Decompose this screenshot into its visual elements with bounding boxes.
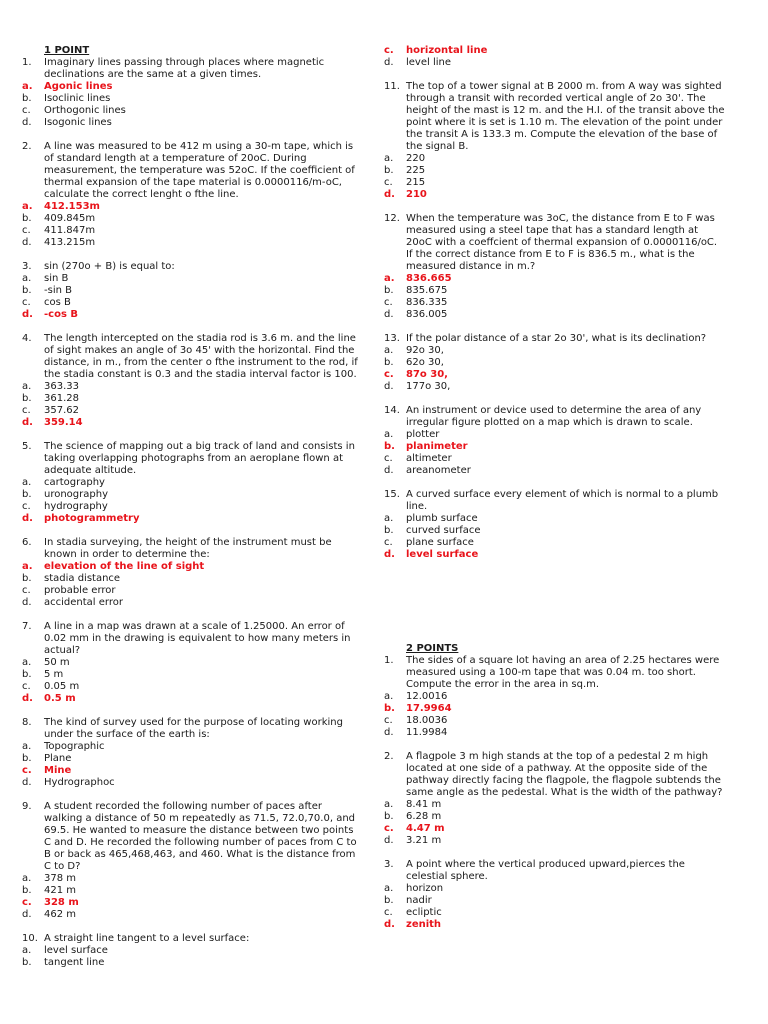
question-block [384,859,726,931]
option-text: horizontal line [406,45,488,56]
option-letter: d. [22,777,32,788]
option-text: Isogonic lines [44,117,112,128]
option [22,885,362,897]
option-text: zenith [406,919,442,930]
option-text: 328 m [44,897,79,908]
question-stem [384,81,726,153]
question-stem [384,751,726,799]
option-text: 412.153m [44,201,100,212]
question-number: 7. [22,621,32,632]
option [384,453,726,465]
option-letter: d. [384,189,395,200]
question-stem [22,333,362,381]
option-text: cartography [44,477,105,488]
option-letter: b. [22,213,32,224]
option-text: curved surface [406,525,481,536]
question-block [22,537,362,609]
option [22,93,362,105]
option-text: 836.335 [406,297,448,308]
option [384,357,726,369]
option-text: -sin B [44,285,72,296]
answer-option [22,201,362,213]
option-text: 0.5 m [44,693,76,704]
option-letter: c. [384,297,393,308]
option [384,513,726,525]
option [384,465,726,477]
option [384,57,726,69]
question-number: 13. [384,333,400,344]
option-text: tangent line [44,957,105,968]
section-heading-1-point: 1 POINT [44,45,90,56]
option-letter: b. [384,895,394,906]
answer-option [384,441,726,453]
question-block [22,621,362,705]
option-letter: c. [22,105,31,116]
answer-option [384,823,726,835]
option-letter: b. [22,957,32,968]
option [22,501,362,513]
option-text: probable error [44,585,116,596]
option-letter: b. [22,93,32,104]
option-letter: d. [22,309,33,320]
option-text: hydrography [44,501,108,512]
option [22,117,362,129]
option-letter: c. [384,369,394,380]
question-number: 1. [22,57,32,68]
option-letter: d. [22,513,33,524]
option-text: 835.675 [406,285,448,296]
right-question-list [384,81,726,561]
answer-option [384,45,726,57]
question-block [384,489,726,561]
option-text: 4.47 m [406,823,445,834]
option-text: 92o 30, [406,345,444,356]
option-letter: c. [22,585,31,596]
question-block [22,933,362,969]
option [384,297,726,309]
option-letter: b. [384,525,394,536]
question-text: A line in a map was drawn at a scale of 1.25000. An error of 0.02 mm in the drawing is equivalent to how many meters in actual? [44,621,351,656]
option-text: stadia distance [44,573,121,584]
option-text: 17.9964 [406,703,452,714]
option-letter: a. [22,81,33,92]
question-stem [22,441,362,477]
option-letter: c. [22,225,31,236]
question-text: Imaginary lines passing through places where magnetic declinations are the same at a given times. [44,57,325,80]
question-text: When the temperature was 3oC, the distance from E to F was measured using a steel tape that has a standard length at 20oC with a coeffcient of thermal expansion of 0.0000116/oC. If the correct distance from E to F is 836.5 m., what is the measured distance in m.? [406,213,718,272]
question-block [384,333,726,393]
option [384,345,726,357]
option-letter: a. [22,273,32,284]
option [384,799,726,811]
option-letter: c. [22,405,31,416]
option [384,883,726,895]
question-text: A straight line tangent to a level surface: [44,933,250,944]
answer-option [384,703,726,715]
question-block [22,717,362,789]
option-text: 215 [406,177,426,188]
option-letter: d. [384,309,394,320]
option-letter: a. [384,799,394,810]
question-text: The sides of a square lot having an area of 2.25 hectares were measured using a 100-m tape that was 0.04 m. too short. Compute the error in the area in sq.m. [406,655,720,690]
option-letter: c. [384,453,393,464]
answer-option [384,919,726,931]
question-stem [384,333,726,345]
option [22,225,362,237]
option-text: plotter [406,429,440,440]
option [22,213,362,225]
option-text: 210 [406,189,427,200]
question-stem [22,537,362,561]
option [384,177,726,189]
option-letter: c. [22,765,32,776]
option-letter: a. [22,741,32,752]
question-block [384,405,726,477]
option [22,381,362,393]
question-text: A point where the vertical produced upward,pierces the celestial sphere. [406,859,685,882]
option [22,237,362,249]
question-block [22,441,362,525]
option-text: 409.845m [44,213,96,224]
option-text: 6.28 m [406,811,442,822]
option-text: 5 m [44,669,64,680]
option [22,489,362,501]
option-text: level line [406,57,452,68]
question-number: 5. [22,441,32,452]
option [22,657,362,669]
option [22,405,362,417]
question-stem [22,717,362,741]
section-heading-2-points: 2 POINTS [406,643,459,654]
option-letter: b. [384,811,394,822]
question-stem [384,859,726,883]
option-letter: d. [22,909,32,920]
question-block [384,655,726,739]
option-text: elevation of the line of sight [44,561,205,572]
question-number: 10. [22,933,38,944]
option-letter: d. [22,117,32,128]
question-stem [384,489,726,513]
option-letter: c. [22,297,31,308]
option-text: nadir [406,895,432,906]
option-text: Mine [44,765,72,776]
option-text: sin B [44,273,69,284]
option-text: 3.21 m [406,835,442,846]
question-block [384,751,726,847]
option-text: level surface [406,549,479,560]
option [22,957,362,969]
question-number: 3. [384,859,394,870]
option-letter: d. [384,57,394,68]
two-point-question-list [384,655,726,931]
section-gap [384,561,726,643]
answer-option [22,897,362,909]
option-letter: b. [22,573,32,584]
option [384,691,726,703]
answer-option [384,273,726,285]
question-text: A line was measured to be 412 m using a 30-m tape, which is of standard length at a temperature of 20oC. During measurement, the temperature was 52oC. If the coefficient of thermal expansion of the tape material is 0.0000116/m-oC, calculate the correct lenght o fthe line. [44,141,355,200]
option-letter: a. [384,345,394,356]
option-text: Topographic [44,741,105,752]
left-question-list [22,57,362,969]
right-column [384,45,726,931]
option-letter: c. [384,45,394,56]
option [22,105,362,117]
question-block [22,333,362,429]
option-letter: b. [384,703,395,714]
answer-option [384,189,726,201]
option-text: areanometer [406,465,471,476]
question-block [22,261,362,321]
option-text: uronography [44,489,108,500]
option-letter: a. [22,201,33,212]
option [22,945,362,957]
answer-option [22,561,362,573]
option-letter: a. [384,153,394,164]
option-letter: b. [22,669,32,680]
option-text: 836.005 [406,309,448,320]
option [22,585,362,597]
question-stem [22,261,362,273]
question-text: A flagpole 3 m high stands at the top of a pedestal 2 m high located at one side of a pathway. At the opposite side of the pathway directly facing the flagpole, the flagpole subtends the same angle as the pedestal. What is the width of the pathway? [406,751,723,798]
question-number: 15. [384,489,400,500]
question-stem [384,213,726,273]
question-text: The kind of survey used for the purpose of locating working under the surface of the earth is: [44,717,343,740]
option-text: photogrammetry [44,513,140,524]
question-number: 4. [22,333,32,344]
option-text: 18.0036 [406,715,448,726]
option-text: accidental error [44,597,123,608]
option [22,777,362,789]
answer-option [384,369,726,381]
question-text: If the polar distance of a star 2o 30', what is its declination? [406,333,707,344]
option-letter: c. [22,897,32,908]
option-letter: d. [22,417,33,428]
option [22,393,362,405]
option-text: 413.215m [44,237,96,248]
question-number: 12. [384,213,400,224]
option [384,907,726,919]
option-text: 363.33 [44,381,79,392]
question-number: 8. [22,717,32,728]
option-letter: a. [22,873,32,884]
option [384,165,726,177]
option-text: ecliptic [406,907,442,918]
option-letter: a. [22,945,32,956]
option [22,597,362,609]
option [384,811,726,823]
question-text: An instrument or device used to determine the area of any irregular figure plotted on a map which is drawn to scale. [406,405,702,428]
question-number: 1. [384,655,394,666]
option-text: 62o 30, [406,357,444,368]
option-letter: b. [22,753,32,764]
question-text: A student recorded the following number of paces after walking a distance of 50 m repeatedly as 71.5, 72.0,70.0, and 69.5. He wanted to measure the distance between two points C and D. He recorded the following number of paces from C to B or back as 465,468,463, and 460. What is the distance from C to D? [44,801,357,872]
option-text: Hydrographoc [44,777,115,788]
left-column [22,45,362,969]
option-text: 87o 30, [406,369,448,380]
option-letter: c. [22,681,31,692]
option-letter: b. [22,489,32,500]
option-letter: d. [22,597,32,608]
option-letter: a. [22,381,32,392]
answer-option [22,693,362,705]
option-text: 0.05 m [44,681,80,692]
option [22,873,362,885]
option-letter: b. [384,441,395,452]
option-letter: b. [22,393,32,404]
option [22,669,362,681]
question-text: A curved surface every element of which is normal to a plumb line. [406,489,719,512]
option [384,153,726,165]
option [384,381,726,393]
option-letter: c. [384,907,393,918]
option-text: 359.14 [44,417,83,428]
option-text: 421 m [44,885,77,896]
question-block [22,801,362,921]
question-stem [22,933,362,945]
option-letter: b. [384,165,394,176]
option [384,525,726,537]
option-text: 11.9984 [406,727,448,738]
question-block [22,141,362,249]
option-letter: b. [22,885,32,896]
option-letter: d. [22,237,32,248]
option-text: planimeter [406,441,468,452]
answer-option [22,81,362,93]
question-stem [384,405,726,429]
option-text: 836.665 [406,273,452,284]
option-letter: b. [22,285,32,296]
option-text: level surface [44,945,108,956]
option-letter: c. [22,501,31,512]
option-letter: d. [384,381,394,392]
option-letter: a. [22,561,33,572]
question-number: 2. [22,141,32,152]
option [384,715,726,727]
question-number: 9. [22,801,32,812]
question-number: 2. [384,751,394,762]
option-text: 220 [406,153,426,164]
question-number: 6. [22,537,32,548]
option-text: 462 m [44,909,77,920]
option-text: 225 [406,165,426,176]
option [384,727,726,739]
option-letter: b. [384,357,394,368]
option-text: 361.28 [44,393,79,404]
option-letter: d. [22,693,33,704]
answer-option [22,417,362,429]
question-number: 14. [384,405,400,416]
option [22,741,362,753]
question-text: In stadia surveying, the height of the instrument must be known in order to determine the: [44,537,332,560]
question-text: The top of a tower signal at B 2000 m. from A way was sighted through a transit with recorded vertical angle of 2o 30'. The height of the mast is 12 m. and the H.I. of the transit above the point where it is set is 1.10 m. The elevation of the point under the transit A is 133.3 m. Compute the elevation of the base of the signal B. [406,81,725,152]
option-text: -cos B [44,309,79,320]
option-text: 378 m [44,873,77,884]
option-letter: a. [384,513,394,524]
option [384,835,726,847]
option-text: Plane [44,753,72,764]
option [22,297,362,309]
answer-option [384,549,726,561]
option-letter: b. [384,285,394,296]
question-number: 11. [384,81,400,92]
option-letter: a. [384,273,395,284]
option-letter: c. [384,715,393,726]
question-stem [384,655,726,691]
option [22,681,362,693]
option-text: 177o 30, [406,381,451,392]
question-text: The length intercepted on the stadia rod is 3.6 m. and the line of sight makes an angle of 3o 45' with the horizontal. Find the distance, in m., from the center o fthe instrument to the rod, if the stadia constant is 0.3 and the stadia interval factor is 100. [44,333,358,380]
option-letter: a. [384,429,394,440]
option-letter: c. [384,537,393,548]
option-text: altimeter [406,453,452,464]
option-text: Agonic lines [44,81,113,92]
option-text: plumb surface [406,513,478,524]
option-text: horizon [406,883,444,894]
continued-options [384,45,726,69]
question-number: 3. [22,261,32,272]
option-letter: a. [384,883,394,894]
option-text: Isoclinic lines [44,93,111,104]
option-text: plane surface [406,537,474,548]
option [22,477,362,489]
option-letter: a. [22,657,32,668]
answer-option [22,309,362,321]
option [22,285,362,297]
option-letter: c. [384,823,394,834]
option-letter: d. [384,465,394,476]
option [384,309,726,321]
option-letter: d. [384,727,394,738]
option [22,573,362,585]
question-text: The science of mapping out a big track of land and consists in taking overlapping photographs from an aeroplane flown at adequate altitude. [44,441,355,476]
option [22,909,362,921]
question-stem [22,621,362,657]
option-text: 12.0016 [406,691,448,702]
question-text: sin (270o + B) is equal to: [44,261,175,272]
option-letter: d. [384,835,394,846]
option [384,537,726,549]
question-stem [22,57,362,81]
option-letter: c. [384,177,393,188]
option-letter: a. [22,477,32,488]
option-text: 50 m [44,657,70,668]
question-block [384,213,726,321]
question-block [384,81,726,201]
question-block [22,57,362,129]
question-stem [22,801,362,873]
option [384,429,726,441]
option-text: cos B [44,297,71,308]
option-text: 8.41 m [406,799,442,810]
answer-option [22,765,362,777]
option-letter: d. [384,549,395,560]
option-text: 411.847m [44,225,96,236]
option [22,753,362,765]
question-stem [22,141,362,201]
option-text: 357.62 [44,405,79,416]
option [384,285,726,297]
option [384,895,726,907]
option-text: Orthogonic lines [44,105,126,116]
option-letter: d. [384,919,395,930]
option [22,273,362,285]
option-letter: a. [384,691,394,702]
answer-option [22,513,362,525]
